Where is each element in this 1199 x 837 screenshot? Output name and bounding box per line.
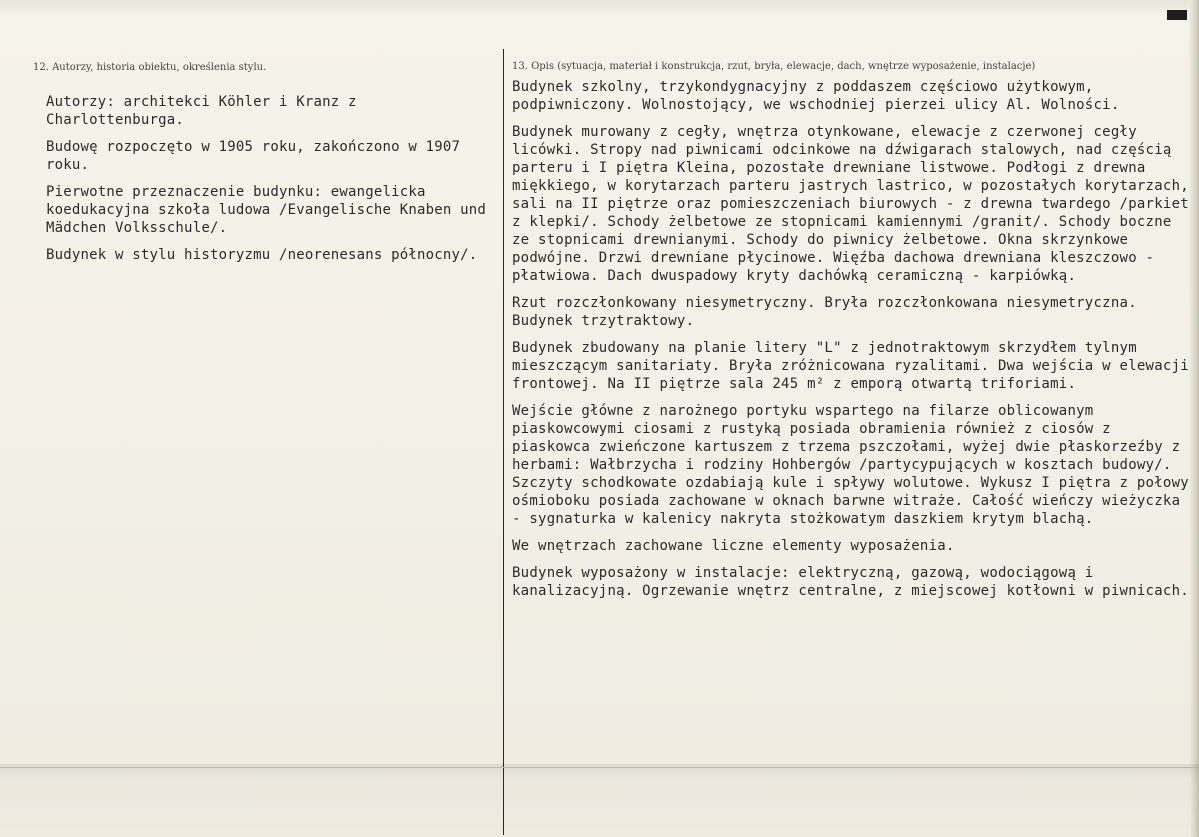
right-paragraph-layout: Budynek zbudowany na planie litery "L" z jednotraktowym skrzydłem tylnym mieszczącym sanitariaty. Bryła zróżnicowana ryzalitami. Dwa wejścia w elewacji frontowej. Na II piętrze sala 245 m² z emporą otwartą triforiami. — [512, 340, 1189, 392]
section-13-header: 13. Opis (sytuacja, materiał i konstrukcja, rzut, bryła, elewacje, dach, wnętrze wyposażenie, instalacje) — [512, 61, 1036, 72]
column-divider — [503, 49, 504, 835]
right-paragraph-entrance: Wejście główne z narożnego portyku wspartego na filarze oblicowanym piaskowcowymi ciosami z rustyką posiada obramienia również z ciosów z piaskowca zwieńczone kartuszem z trzema pszczołami, wyżej dwie płaskorzeźby z herbami: Wałbrzycha i rodziny Hohbergów /partycypujących w kosztach budowy/. Szczyty schodkowate ozdabiają kule i spływy wolutowe. Wykusz I piętra z połowy ośmioboku posiada zachowane w oknach barwne witraże. Całość wieńczy wieżyczka - sygnaturka w kalenicy nakryta stożkowatym daszkiem krytym blachą. — [512, 403, 1189, 527]
right-paragraph-plan: Rzut rozczłonkowany niesymetryczny. Bryła rozczłonkowana niesymetryczna. Budynek trzytraktowy. — [512, 295, 1137, 329]
section-12-header: 12. Autorzy, historia obiektu, określenia stylu. — [33, 62, 267, 73]
left-paragraph-style: Budynek w stylu historyzmu /neorenesans północny/. — [46, 247, 478, 263]
left-paragraph-authors: Autorzy: architekci Köhler i Kranz z Charlottenburga. — [46, 94, 357, 128]
bottom-fold-shadow — [0, 764, 1199, 837]
bottom-fold-line — [0, 767, 1199, 768]
left-paragraph-construction-dates: Budowę rozpoczęto w 1905 roku, zakończono w 1907 roku. — [46, 139, 461, 173]
right-paragraph-materials: Budynek murowany z cegły, wnętrza otynkowane, elewacje z czerwonej cegły licówki. Stropy nad piwnicami odcinkowe na dźwigarach stalowych, nad częścią parteru i I piętra Kleina, pozostałe drewniane listwowe. Podłogi z drewna miękkiego, w korytarzach parteru jastrych lastrico, w pozostałych korytarzach, sali na II piętrze oraz pomieszczeniach biurowych - z drewna twardego /parkiet z klepki/. Schody żelbetowe ze stopnicami kamiennymi /granit/. Schody boczne ze stopnicami drewnianymi. Schody do piwnicy żelbetowe. Okna skrzynkowe podwójne. Drzwi drewniane płycinowe. Więźba dachowa drewniana kleszczowo - płatwiowa. Dach dwuspadowy kryty dachówką ceramiczną - karpiówką. — [512, 124, 1189, 284]
left-column — [46, 93, 501, 273]
right-paragraph-building-type: Budynek szkolny, trzykondygnacyjny z poddaszem częściowo użytkowym, podpiwniczony. Wolnostojący, we wschodniej pierzei ulicy Al. Wolności. — [512, 79, 1120, 113]
right-paragraph-interior: We wnętrzach zachowane liczne elementy wyposażenia. — [512, 538, 955, 554]
left-paragraph-original-purpose: Pierwotne przeznaczenie budynku: ewangelicka koedukacyjna szkoła ludowa /Evangelische Knaben und Mädchen Volksschule/. — [46, 184, 487, 236]
right-paragraph-installations: Budynek wyposażony w instalacje: elektryczną, gazową, wodociągową i kanalizacyjną. Ogrzewanie wnętrz centralne, z miejscowej kotłowni w piwnicach. — [512, 565, 1189, 599]
right-column — [512, 78, 1194, 609]
page-top-edge — [0, 0, 1199, 14]
corner-mark — [1167, 10, 1187, 20]
